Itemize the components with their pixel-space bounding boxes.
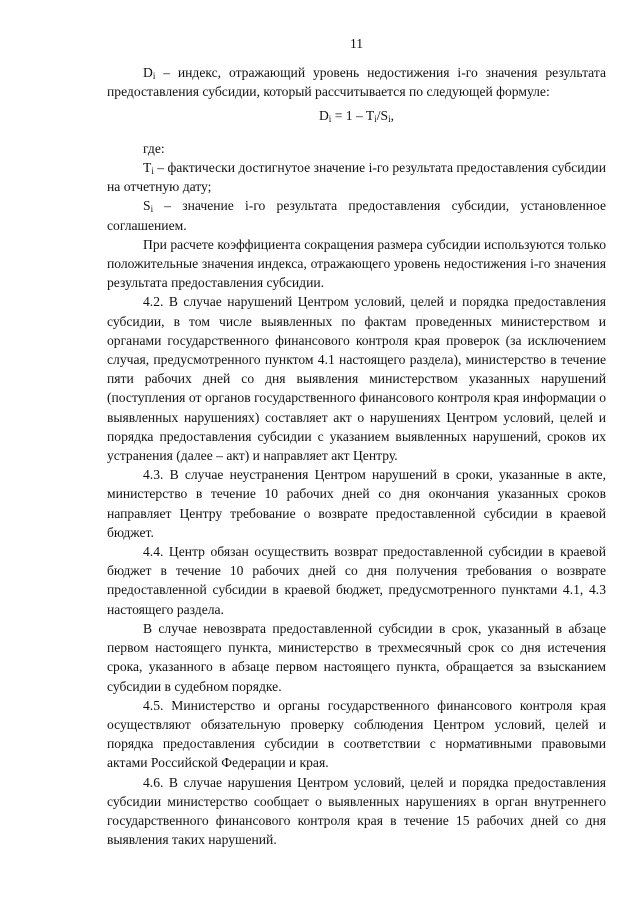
formula-sub-2: i [374, 113, 377, 124]
paragraph-4-6: 4.6. В случае нарушения Центром условий, целей и порядка предоставления субсидии министерство сообщает о выявленных нарушениях в орган внутреннего государственного финансового контроля края в течение 15 рабочих дней со дня выявления таких нарушений. [107, 774, 606, 848]
paragraph-di-definition [107, 63, 606, 101]
symbol-s: S [143, 198, 151, 214]
symbol-d: D [143, 65, 153, 81]
definition-text: – значение i-го результата предоставления субсидии, установленное соглашением. [107, 198, 606, 233]
formula-comma: , [390, 107, 395, 123]
formula-d: D [318, 107, 329, 123]
paragraph-4-4: 4.4. Центр обязан осуществить возврат предоставленной субсидии в краевой бюджет в течение 10 рабочих дней со дня получения требования о возврате предоставленной субсидии в краевой бюджет, предусмотренного пунктами 4.1, 4.3 настоящего раздела. [107, 544, 606, 617]
paragraph-4-2: 4.2. В случае нарушений Центром условий, целей и порядка предоставления субсидии, в том числе выявленных по фактам проведенных министерством и органами государственного финансового контроля края проверок (за исключением случая, предусмотренного пунктом 4.1 настоящего раздела), министерство в течение пяти рабочих дней со дня выявления министерством указанных нарушений (поступления от органов государственного финансового контроля края информации о выявленных нарушениях) составляет акт о нарушениях Центром условий, целей и порядка предоставления субсидии с указанием выявленных нарушений, сроков их устранения (далее – акт) и направляет акт Центру. [107, 294, 606, 464]
where-label: где: [143, 140, 165, 156]
symbol-t: T [143, 160, 152, 176]
formula-t: = 1 – T [331, 107, 375, 123]
subscript-i: i [152, 71, 156, 82]
paragraph-ti-definition [107, 158, 606, 196]
formula-s: /S [376, 107, 389, 123]
paragraph-calculation: При расчете коэффициента сокращения размера субсидии используются только положительные значения индекса, отражающего уровень недостижения i-го значения результата предоставления субсидии. [107, 236, 606, 291]
paragraph-si-definition [107, 196, 606, 234]
paragraph-4-5: 4.5. Министерство и органы государственного финансового контроля края осуществляют обязательную проверку соблюдения Центром условий, целей и порядка предоставления субсидии в соответствии с нормативными правовыми актами Российской Федерации и края. [107, 697, 606, 771]
definition-text: – фактически достигнутое значение i-го результата предоставления субсидии на отчетную дату; [107, 160, 606, 195]
page-number: 11 [349, 36, 364, 51]
subscript-i: i [150, 204, 154, 215]
definition-text: – индекс, отражающий уровень недостижения i-го значения результата предоставления субсидии, который рассчитывается по следующей формуле: [107, 65, 606, 100]
paragraph-4-3: 4.3. В случае неустранения Центром нарушений в сроки, указанные в акте, министерство в течение 10 рабочих дней со дня окончания указанных сроков направляет Центру требование о возврате предоставленной субсидии в краевой бюджет. [107, 467, 606, 540]
subscript-i: i [151, 166, 154, 177]
formula-sub-1: i [328, 113, 332, 124]
formula-sub-3: i [388, 113, 391, 124]
paragraph-refund: В случае невозврата предоставленной субсидии в срок, указанный в абзаце первом настоящего пункта, министерство в трехмесячный срок со дня истечения срока, указанного в абзаце первом настоящего пункта, обращается за взысканием субсидии в судебном порядке. [107, 620, 606, 694]
formula [107, 106, 606, 125]
